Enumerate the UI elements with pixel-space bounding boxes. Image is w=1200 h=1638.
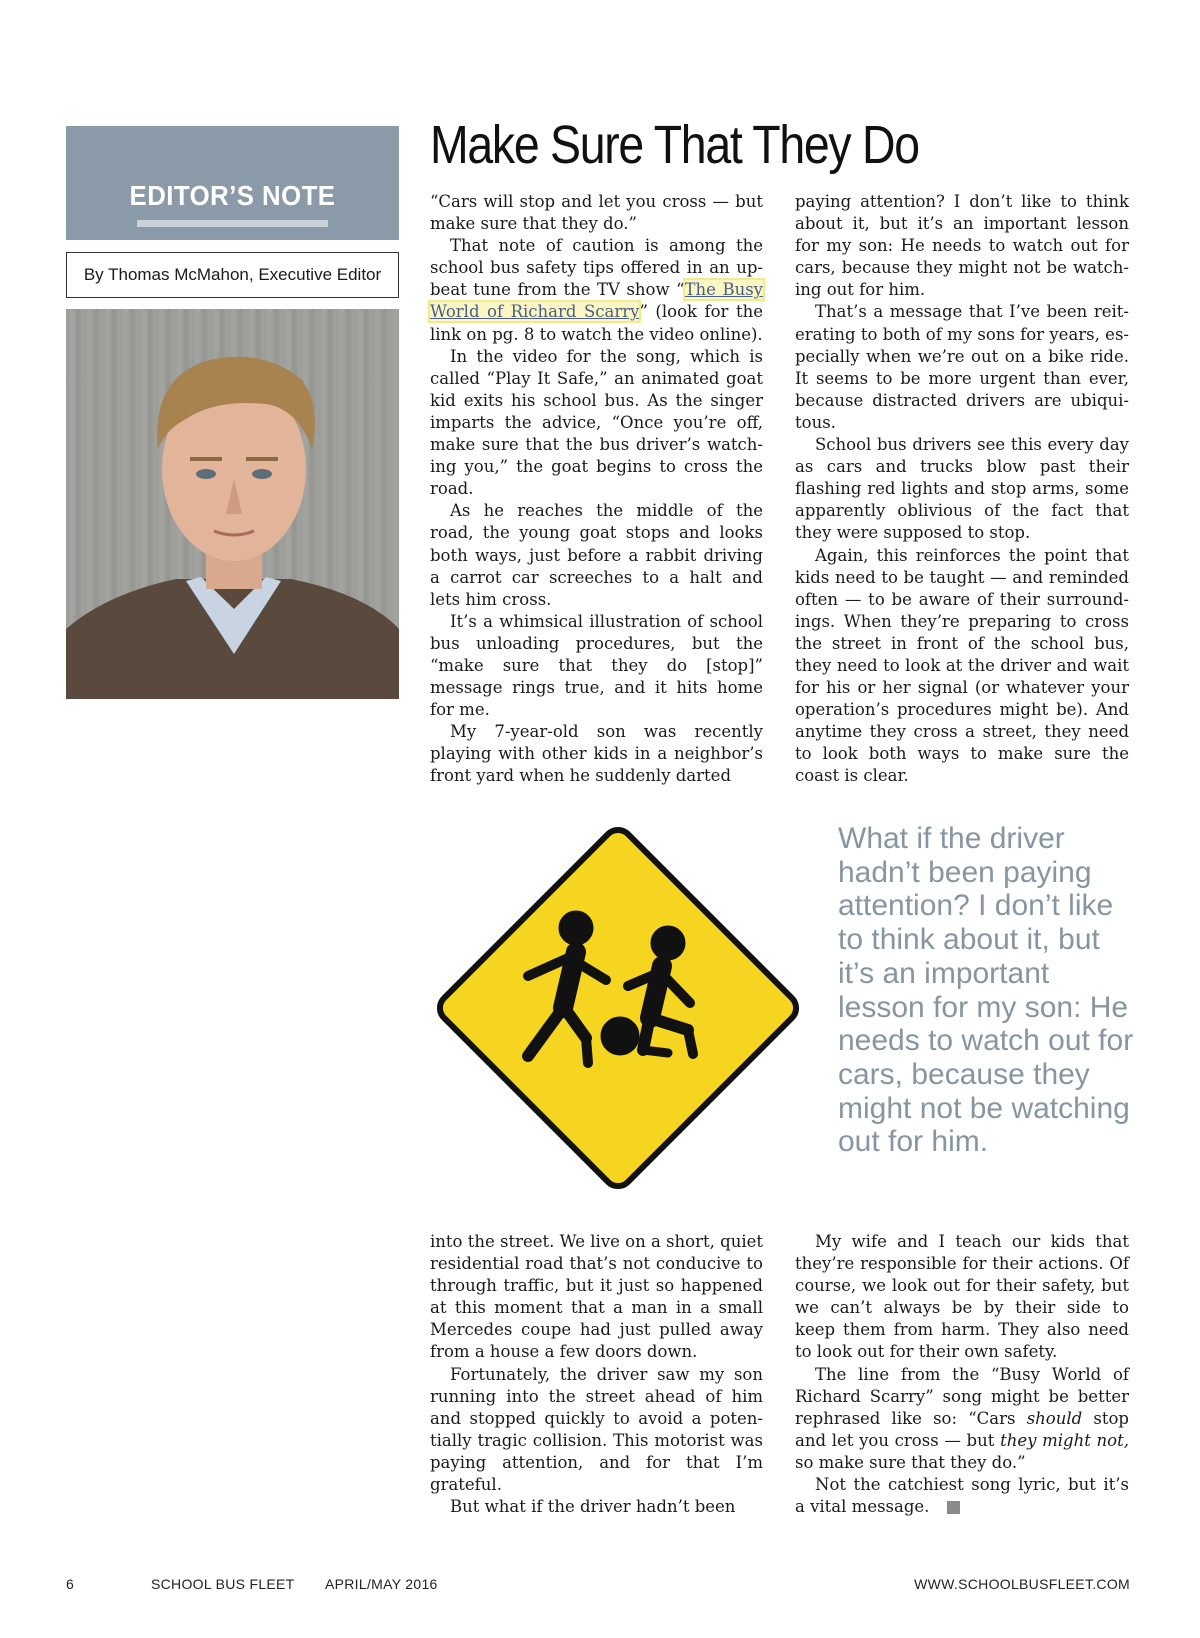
paragraph: My 7-year-old son was recently playing with other kids in a neighbor’s front yard when he suddenly darted [430,722,763,786]
section-label-rule [137,220,328,227]
video-link[interactable]: The Busy World of Richard Scarry [430,280,763,322]
paragraph: Again, this reinforces the point that kids need to be taught — and reminded often — to be aware of their surroundings. When they’re preparing to cross the street in front of the school bus, they need to look at the driver and wait for his or her signal (or whatever your operation’s procedures might be). And anytime they cross a street, they need to look both ways to make sure the coast is clear. [795,545,1129,786]
paragraph: “Cars will stop and let you cross — but make sure that they do.” [430,192,763,234]
article-headline: Make Sure That They Do [430,115,919,175]
issue-date: APRIL/MAY 2016 [325,1576,438,1592]
body-column-4 [795,1231,1129,1518]
paragraph: The line from the “Busy World of Richard Scarry” song might be better rephrased like so: “Cars should stop and let you cross — but they might not, so make sure that they do.” [795,1364,1129,1472]
page-number: 6 [66,1576,75,1592]
paragraph: Fortunately, the driver saw my son running into the street ahead of him and stopped quickly to avoid a potentially tragic collision. This motorist was paying attention, and for that I’m grateful. [430,1364,763,1495]
end-mark [947,1501,960,1514]
editors-note-banner [66,126,399,240]
publication-name: SCHOOL BUS FLEET [151,1576,295,1592]
paragraph: School bus drivers see this every day as cars and trucks blow past their flashing red lights and stop arms, some apparently oblivious of the fact that they were supposed to stop. [795,435,1129,543]
body-column-3 [430,1231,763,1518]
portrait-illustration [66,309,399,699]
paragraph: It’s a whimsical illustration of school bus unloading procedures, but the “make sure that they do [stop]” message rings true, and it hits home for me. [430,611,763,720]
paragraph: Not the catchiest song lyric, but it’s a vital message. [795,1475,1129,1517]
pull-quote: What if the driver hadn’t been paying attention? I don’t like to think about it, but it’s an important lesson for my son: He needs to watch out for cars, because they might not be watching out for him. [838,822,1134,1159]
paragraph: As he reaches the middle of the road, the young goat stops and looks both ways, just before a rabbit driving a carrot car screeches to a halt and lets him cross. [430,501,763,609]
paragraph: paying attention? I don’t like to think about it, but it’s an important lesson for my son: He needs to watch out for cars, because they might not be watching out for him. [795,192,1129,300]
byline: By Thomas McMahon, Executive Editor [83,265,382,284]
children-playing-icon [428,818,808,1198]
paragraph: That note of caution is among the school bus safety tips offered in an upbeat tune from the TV show “The Busy World of Richard Scarry” (look for the link on pg. 8 to watch the video online). [430,236,763,344]
paragraph: In the video for the song, which is called “Play It Safe,” an animated goat kid exits his school bus. As the singer imparts the advice, “Once you’re off, make sure that the bus driver’s watching you,” the goat begins to cross the road. [430,346,763,499]
section-label: EDITOR’S NOTE [129,180,336,211]
paragraph: into the street. We live on a short, quiet residential road that’s not conducive to through traffic, but it just so happened at this moment that a man in a small Mercedes coupe had just pulled away from a house a few doors down. [430,1232,763,1362]
paragraph: My wife and I teach our kids that they’re responsible for their actions. Of course, we look out for their safety, but we can’t always be by their side to keep them from harm. They also need to look out for their own safety. [795,1232,1129,1362]
byline-box [66,252,399,298]
paragraph: But what if the driver hadn’t been [450,1497,736,1517]
body-column-2 [795,191,1129,788]
editor-portrait-photo [66,309,399,699]
children-playing-sign [428,818,808,1198]
body-column-1 [430,191,763,788]
paragraph: That’s a message that I’ve been reiterating to both of my sons for years, especially when we’re out on a bike ride. It seems to be more urgent than ever, because distracted drivers are ubiquitous. [795,302,1129,432]
website-url[interactable]: WWW.SCHOOLBUSFLEET.COM [914,1576,1130,1592]
